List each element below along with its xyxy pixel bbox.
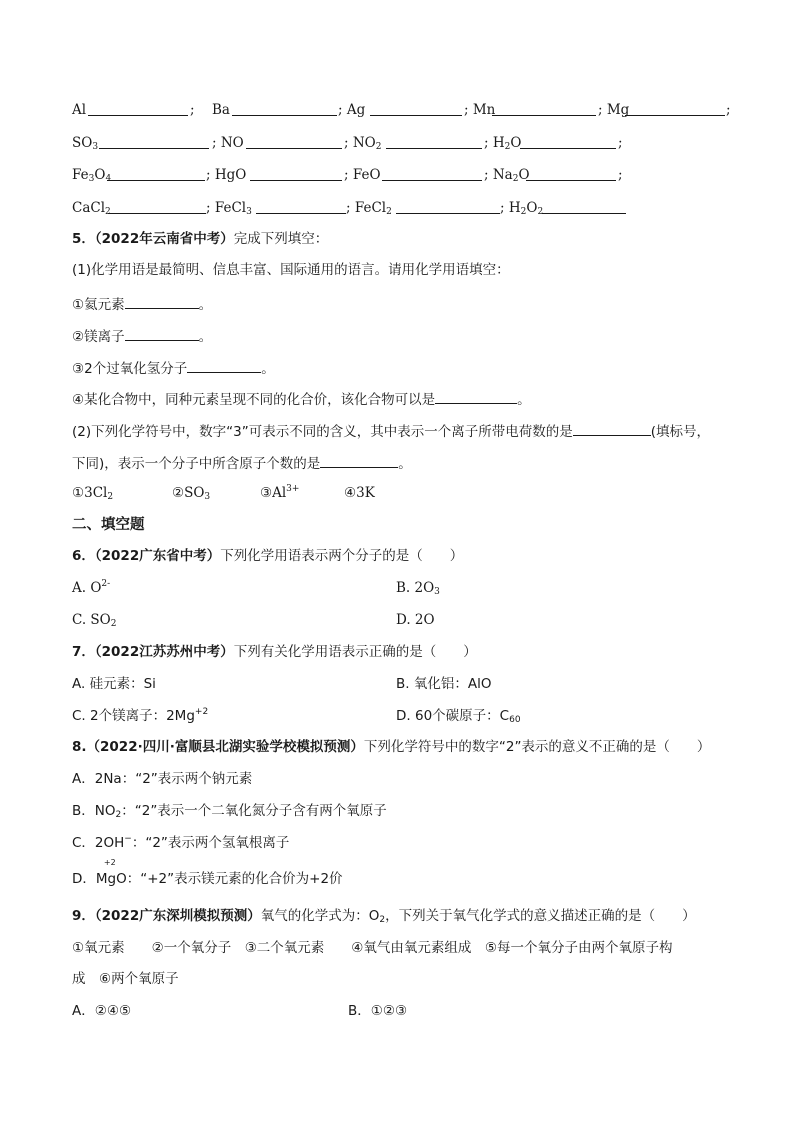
formula-row-2 xyxy=(72,132,732,154)
question-5-part-2-cont: 下同)，表示一个分子中所含原子个数的是 。 xyxy=(72,451,732,473)
formula-h2o2: ; $H_2O_2$ xyxy=(500,200,544,217)
option-b: B．①②③ xyxy=(348,1003,408,1019)
answer-blank[interactable] xyxy=(320,451,398,468)
answer-blank[interactable] xyxy=(573,419,651,436)
formula-na2o: ; $Na_2O$ xyxy=(484,167,530,184)
formula-so3: $SO_3$ xyxy=(72,135,99,152)
question-9-choices-line-2: 成 ⑥两个氧原子 xyxy=(72,971,179,987)
formula-row-4 xyxy=(72,197,732,219)
question-stem: 下列化学用语表示两个分子的是（ ） xyxy=(220,548,464,564)
option-a: A. 硅元素：Si xyxy=(72,676,156,692)
answer-blank[interactable] xyxy=(520,132,616,149)
question-6-options-ab xyxy=(72,577,732,599)
question-6-heading xyxy=(72,545,732,567)
question-8-option-b: B．$NO_2$：“2”表示一个二氧化氮分子含有两个氧原子 xyxy=(72,803,387,820)
question-5-item-2: ②镁离子 。 xyxy=(72,324,732,346)
question-9-options xyxy=(72,1000,732,1022)
question-7-heading xyxy=(72,641,732,663)
question-5-item-4: ④某化合物中，同种元素呈现不同的化合价，该化合物可以是 。 xyxy=(72,387,732,409)
answer-blank[interactable] xyxy=(108,197,206,214)
answer-blank[interactable] xyxy=(107,164,205,181)
symbol-mn: ; Mn xyxy=(464,102,496,118)
symbol-mg: ; Mg xyxy=(598,102,630,118)
separator: ; xyxy=(618,135,623,151)
option-3: $③Al^{3+}$ xyxy=(260,484,300,501)
answer-blank[interactable] xyxy=(88,99,188,116)
formula-hgo: ; HgO xyxy=(206,167,247,183)
formula-fecl2: ; FeCl$_2$ xyxy=(346,200,392,217)
formula-fe3o4: $Fe_3O_4$ xyxy=(72,167,112,184)
separator: ; xyxy=(190,102,195,118)
answer-blank[interactable] xyxy=(250,164,342,181)
question-8-option-c: C．2OH−：“2”表示两个氢氧根离子 xyxy=(72,834,290,851)
question-number: 6．（2022广东省中考） xyxy=(72,548,221,564)
answer-blank[interactable] xyxy=(99,132,209,149)
question-6-options-cd xyxy=(72,609,732,631)
formula-feo: ; FeO xyxy=(344,167,381,183)
option-c: C. $SO_2$ xyxy=(72,612,117,629)
question-5-part-2: (2)下列化学符号中，数字“3”可表示不同的含义，其中表示一个离子所带电荷数的是 (填标号， xyxy=(72,419,732,441)
section-heading: 二、填空题 xyxy=(72,517,145,533)
question-7-options-cd xyxy=(72,705,732,727)
formula-fecl3: ; FeCl$_3$ xyxy=(206,200,252,217)
option-b: B. 氧化铝：AlO xyxy=(396,676,492,692)
question-5-item-1: ①氦元素 。 xyxy=(72,292,732,314)
question-8-option-a: A．2Na：“2”表示两个钠元素 xyxy=(72,771,253,787)
answer-blank[interactable] xyxy=(542,197,626,214)
option-2: $②SO_3$ xyxy=(172,485,211,502)
separator: ; xyxy=(618,167,623,183)
option-4: ④3K xyxy=(344,485,375,501)
question-8-heading xyxy=(72,736,732,758)
valence-formula: +2 MgO xyxy=(95,858,127,887)
answer-blank[interactable] xyxy=(187,356,261,373)
symbol-ba: Ba xyxy=(212,102,230,118)
symbol-al: Al xyxy=(72,102,87,118)
question-stem: 下列化学符号中的数字“2”表示的意义不正确的是（ ） xyxy=(363,739,711,755)
answer-blank[interactable] xyxy=(492,99,596,116)
option-d: D. 60个碳原子：$C_{60}$ xyxy=(396,708,521,725)
question-9-choices-line-1: ①氧元素 ②一个氧分子 ③二个氧元素 ④氧气由氧元素组成 ⑤每一个氧分子由两个氧原子构 xyxy=(72,940,673,956)
question-5-heading xyxy=(72,228,732,250)
answer-blank[interactable] xyxy=(370,99,462,116)
formula-cacl2: CaCl$_2$ xyxy=(72,200,111,217)
question-5-part-1: (1)化学用语是最简明、信息丰富、国际通用的语言。请用化学用语填空： xyxy=(72,262,510,278)
formula-row-3 xyxy=(72,164,732,186)
question-number: 8.（2022·四川·富顺县北湖实验学校模拟预测） xyxy=(72,739,364,755)
question-stem: 完成下列填空： xyxy=(233,231,329,247)
question-number: 5．（2022年云南省中考） xyxy=(72,231,234,247)
answer-blank[interactable] xyxy=(435,387,517,404)
question-7-options-ab xyxy=(72,673,732,695)
option-a: A. $O^{2-}$ xyxy=(72,579,111,596)
answer-blank[interactable] xyxy=(625,99,725,116)
question-5-options xyxy=(72,482,732,504)
formula-no: ; NO xyxy=(212,135,244,151)
question-5-item-3: ③2个过氧化氢分子 。 xyxy=(72,356,732,378)
question-number: 7．（2022江苏苏州中考） xyxy=(72,644,234,660)
answer-blank[interactable] xyxy=(386,132,482,149)
option-1: $①3Cl_2$ xyxy=(72,485,114,502)
question-8-option-d: D． +2 MgO：“+2”表示镁元素的化合价为+2价 xyxy=(72,868,732,890)
formula-h2o: ; $H_2O$ xyxy=(484,135,522,152)
answer-blank[interactable] xyxy=(526,164,616,181)
answer-blank[interactable] xyxy=(125,324,199,341)
symbol-ag: ; Ag xyxy=(338,102,366,118)
formula-row-1 xyxy=(72,99,732,121)
formula-no2: ; $NO_2$ xyxy=(344,135,382,152)
question-stem: 下列有关化学用语表示正确的是（ ） xyxy=(233,644,477,660)
question-number: 9．（2022广东深圳模拟预测） xyxy=(72,908,261,924)
answer-blank[interactable] xyxy=(246,132,342,149)
answer-blank[interactable] xyxy=(125,292,199,309)
question-9-heading: 9．（2022广东深圳模拟预测）氧气的化学式为：$O_2$，下列关于氧气化学式的意义描述正确的是（ ） xyxy=(72,908,696,925)
option-d: D. 2O xyxy=(396,612,435,628)
option-b: B. $2O_3$ xyxy=(396,580,440,597)
option-c: C. 2个镁离子：$2Mg^{+2}$ xyxy=(72,707,209,724)
answer-blank[interactable] xyxy=(256,197,346,214)
option-a: A．②④⑤ xyxy=(72,1003,132,1019)
answer-blank[interactable] xyxy=(382,164,482,181)
separator: ; xyxy=(726,102,731,118)
answer-blank[interactable] xyxy=(396,197,500,214)
answer-blank[interactable] xyxy=(232,99,337,116)
